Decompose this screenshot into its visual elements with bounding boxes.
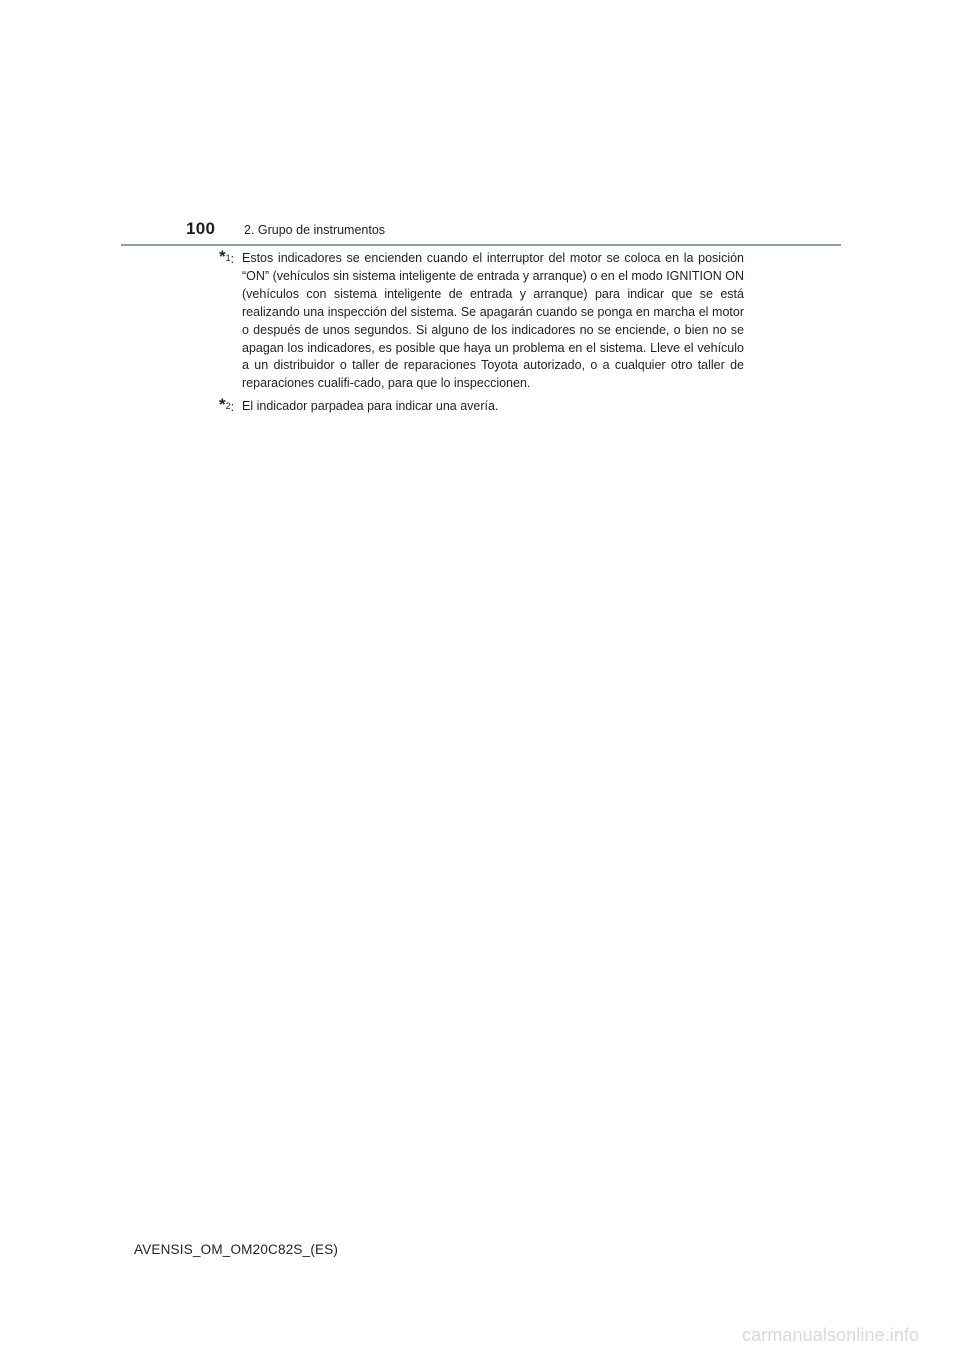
footnote-number: 2 bbox=[225, 401, 231, 412]
footnote-2 bbox=[219, 395, 744, 416]
footnote-marker: *2: bbox=[219, 395, 235, 415]
footnote-text: El indicador parpadea para indicar una avería. bbox=[242, 399, 499, 414]
footnote-marker: *1: bbox=[219, 247, 235, 266]
footnote-star: * bbox=[219, 247, 226, 266]
watermark: carmanualsonline.info bbox=[742, 1325, 920, 1345]
header-rule bbox=[121, 244, 841, 246]
section-title: 2. Grupo de instrumentos bbox=[244, 223, 386, 237]
footnote-text: Estos indicadores se encienden cuando el interruptor del motor se coloca en la posición “ON” (vehículos sin sistema inteligente de entrada y arranque) o en el modo IGNITION ON (vehículos con sistema inteligente de entrada y arranque) para indicar que se está realizando una inspección del sistema. Se apagarán cuando se ponga en marcha el motor o después de unos segundos. Si alguno de los indicadores no se enciende, o bien no se apagan los indicadores, es posible que haya un problema en el sistema. Lleve el vehículo a un distribuidor o taller de reparaciones Toyota autorizado, o a cualquier otro taller de reparaciones cualifi-cado, para que lo inspeccionen. bbox=[242, 251, 744, 391]
footnotes bbox=[219, 247, 744, 421]
footer-document-code: AVENSIS_OM_OM20C82S_(ES) bbox=[134, 1242, 339, 1257]
page-number: 100 bbox=[186, 219, 216, 238]
footnote-star: * bbox=[219, 395, 226, 415]
footnote-1 bbox=[219, 247, 744, 393]
footnote-number: 1 bbox=[225, 253, 231, 263]
